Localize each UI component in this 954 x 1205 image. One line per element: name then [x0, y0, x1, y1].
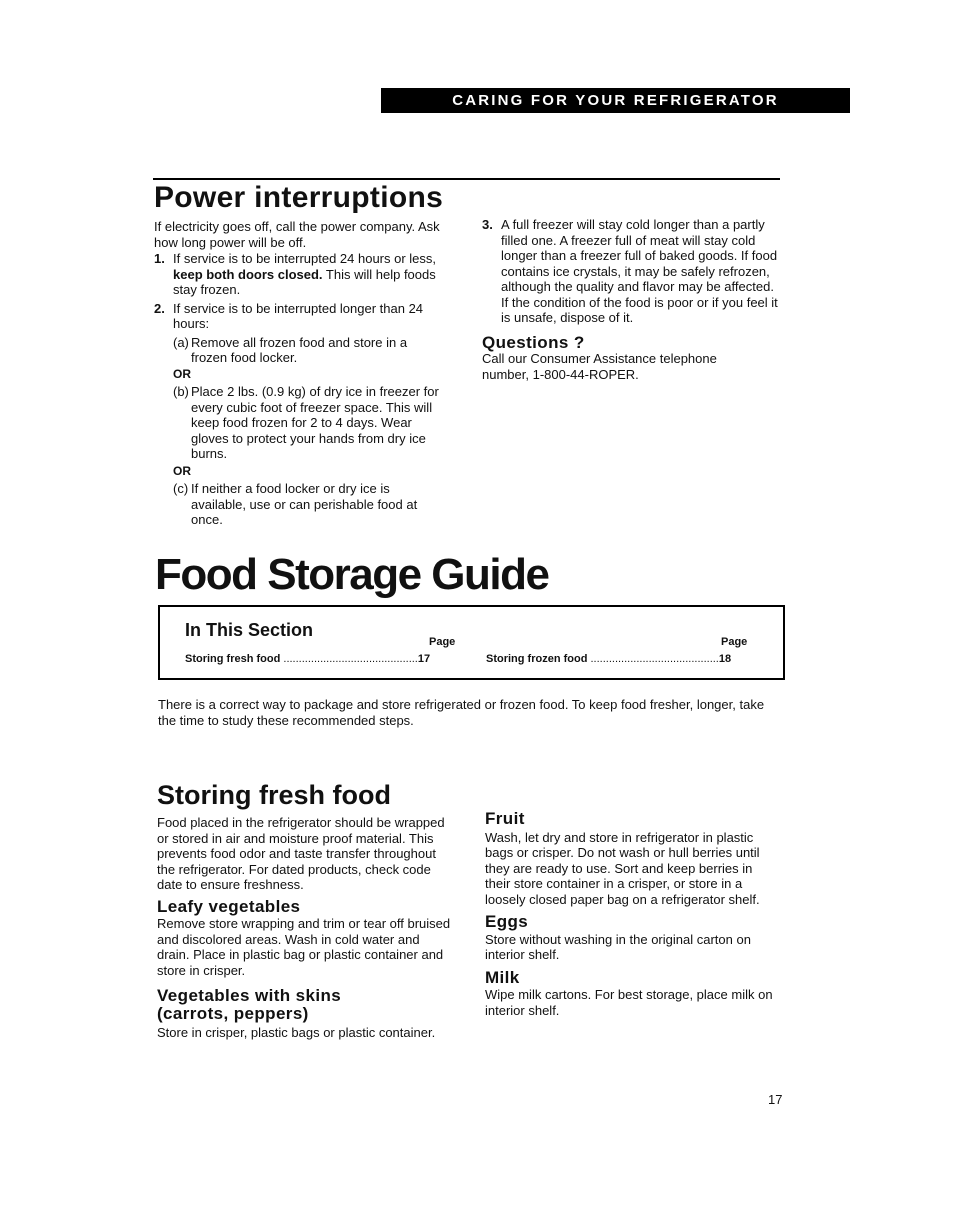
- power-item-2-options: [154, 335, 439, 528]
- power-intro: If electricity goes off, call the power company. Ask how long power will be off.: [154, 219, 440, 250]
- heading-line: Vegetables with skins: [157, 986, 342, 1005]
- fruit-heading: Fruit: [485, 809, 525, 828]
- toc-leader-dots: ..........................................: [590, 653, 719, 665]
- item-text: A full freezer will stay cold longer than a partly filled one. A freezer full of meat will stay cold longer than a freezer full of baked goods. If food contains ice crystals, it may be safely refrozen, although the quality and flavor may be affected. If the condition of the food is poor or if you feel it is unsafe, dispose of it.: [501, 217, 778, 325]
- option-text: Place 2 lbs. (0.9 kg) of dry ice in freezer for every cubic foot of freezer space. This will keep food frozen for 2 to 4 days. Wear gloves to protect your hands from dry ice burns.: [191, 384, 439, 461]
- storing-fresh-food-heading: Storing fresh food: [157, 780, 391, 810]
- item-text: If service is to be interrupted longer than 24 hours:: [173, 300, 424, 331]
- fruit-text: Wash, let dry and store in refrigerator in plastic bags or crisper. Do not wash or hull berries until they are ready to use. Sort and keep berries in their store container in a crisper, or store in a loosely closed paper bag on a refrigerator shelf.: [485, 829, 760, 907]
- milk-heading: Milk: [485, 967, 520, 987]
- heading-line: (carrots, peppers): [157, 1004, 309, 1023]
- toc-entry-storing-fresh-food[interactable]: [185, 653, 430, 665]
- toc-entry-page: 17: [417, 653, 431, 665]
- questions-text: Call our Consumer Assistance telephone number, 1-800-44-ROPER.: [482, 351, 717, 382]
- section-divider: [153, 178, 780, 180]
- or-separator: OR: [173, 366, 191, 381]
- option-text: If neither a food locker or dry ice is available, use or can perishable food at once.: [191, 481, 418, 527]
- toc-entry-label: Storing frozen food: [486, 653, 588, 665]
- option-b: [173, 384, 439, 462]
- option-c: [173, 481, 439, 528]
- leafy-vegetables-heading: Leafy vegetables: [157, 896, 301, 916]
- vegetables-with-skins-text: Store in crisper, plastic bags or plastic container.: [157, 1025, 436, 1040]
- power-item-3: [482, 217, 782, 326]
- or-separator: OR: [173, 463, 191, 478]
- vegetables-with-skins-heading: [157, 987, 453, 1023]
- fresh-intro: Food placed in the refrigerator should be wrapped or stored in air and moisture proof material. This prevents food odor and taste transfer throughout the refrigerator. For dated products, check code date to ensure freshness.: [157, 815, 445, 892]
- in-this-section-box: [158, 605, 785, 680]
- fresh-left-column: [157, 815, 453, 1041]
- option-text: Remove all frozen food and store in a frozen food locker.: [191, 334, 408, 365]
- item-number: 2.: [154, 300, 165, 316]
- eggs-text: Store without washing in the original carton on interior shelf.: [485, 931, 751, 962]
- item-bold-text: keep both doors closed.: [173, 266, 323, 282]
- eggs-heading: Eggs: [485, 912, 529, 931]
- fresh-right-column: [485, 811, 780, 1018]
- power-interruptions-heading: Power interruptions: [154, 181, 444, 214]
- toc-entry-storing-frozen-food[interactable]: [486, 653, 731, 665]
- toc-page-label: Page: [721, 636, 748, 648]
- item-number: 3.: [482, 217, 493, 232]
- questions-heading: Questions ?: [482, 332, 585, 352]
- item-text: If service is to be interrupted 24 hours or less,: [173, 251, 437, 266]
- toc-leader-dots: ............................................: [283, 653, 418, 665]
- toc-title: In This Section: [185, 620, 314, 640]
- power-right-column: [482, 217, 782, 382]
- milk-text: Wipe milk cartons. For best storage, place milk on interior shelf.: [485, 987, 773, 1018]
- section-banner: CARING FOR YOUR REFRIGERATOR: [381, 88, 850, 113]
- item-tail-text: This will help foods stay frozen.: [173, 266, 436, 297]
- power-item-2: [154, 301, 438, 332]
- guide-intro: There is a correct way to package and store refrigerated or frozen food. To keep food fresher, longer, take the time to study these recommended steps.: [158, 697, 765, 728]
- option-label: (a): [173, 334, 189, 350]
- item-number: 1.: [154, 251, 165, 266]
- leafy-vegetables-text: Remove store wrapping and trim or tear off bruised and discolored areas. Wash in cold water and drain. Place in plastic bag or plastic container and store in crisper.: [157, 916, 451, 978]
- toc-page-label: Page: [429, 636, 456, 648]
- food-storage-guide-heading: Food Storage Guide: [155, 550, 549, 599]
- toc-entry-page: 18: [718, 653, 732, 665]
- power-item-1: [154, 251, 454, 298]
- option-label: (c): [173, 481, 189, 496]
- toc-entry-label: Storing fresh food: [185, 653, 281, 665]
- option-label: (b): [173, 384, 189, 399]
- page-number: 17: [768, 1092, 783, 1107]
- power-left-column: [154, 219, 454, 528]
- option-a: [173, 335, 439, 366]
